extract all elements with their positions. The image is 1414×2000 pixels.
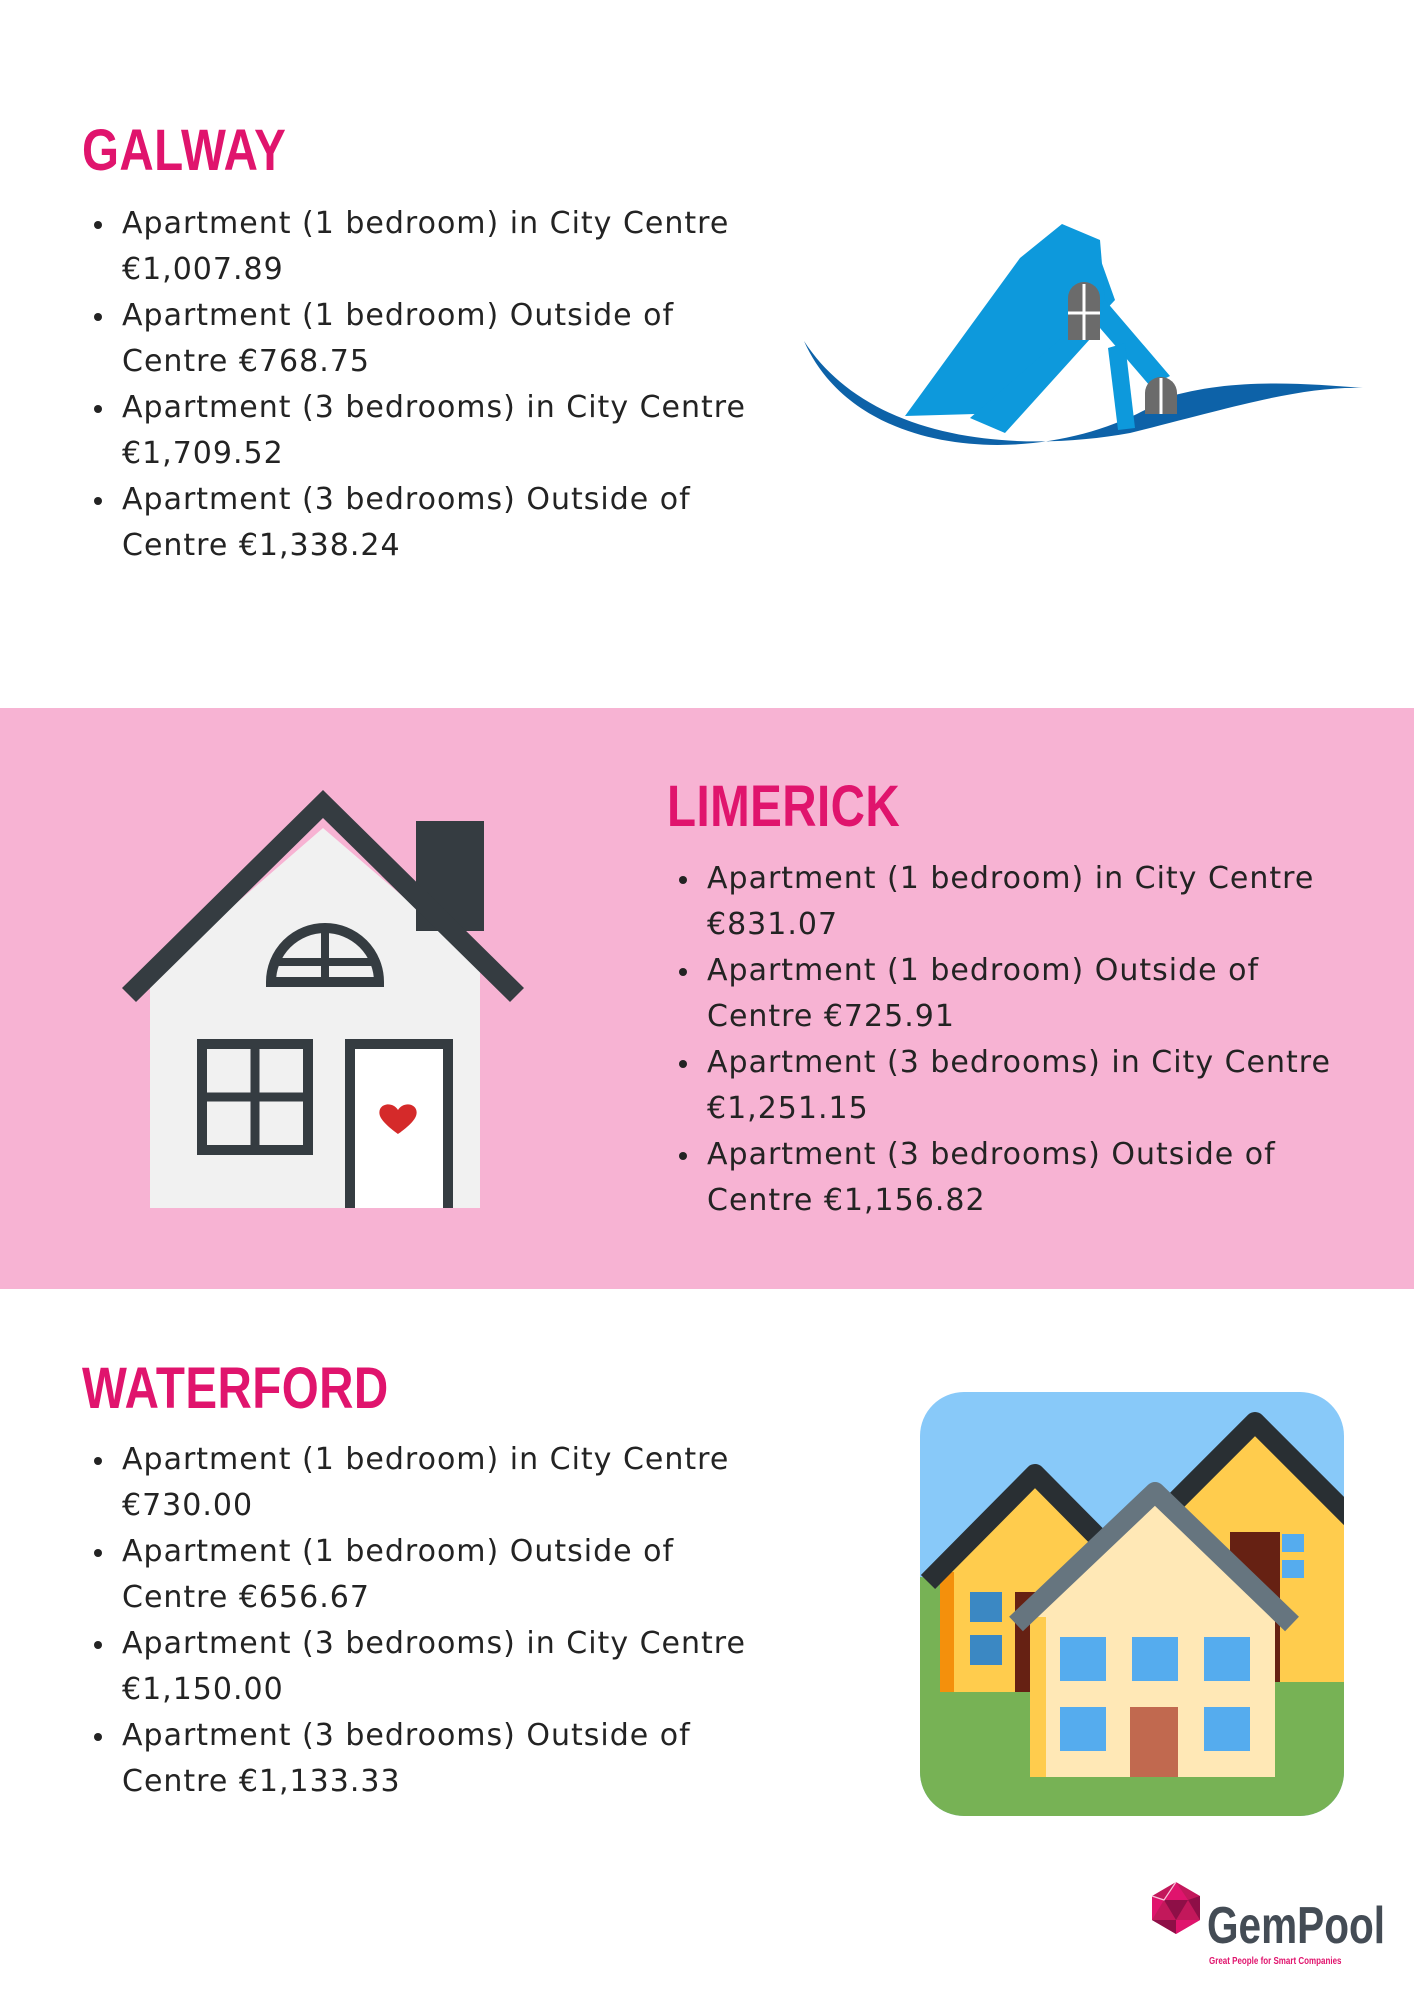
gempool-logo-name: GemPool bbox=[1207, 1897, 1386, 1955]
list-item: Apartment (3 bedrooms) in City Centre €1,709.52 bbox=[82, 385, 782, 477]
list-item: Apartment (1 bedroom) Outside of Centre €656.67 bbox=[82, 1529, 782, 1621]
list-item: Apartment (3 bedrooms) Outside of Centre €1,338.24 bbox=[82, 477, 782, 569]
list-item: Apartment (1 bedroom) in City Centre €831.07 bbox=[667, 856, 1367, 948]
galway-title: GALWAY bbox=[82, 118, 287, 183]
gempool-logo-tagline: Great People for Smart Companies bbox=[1209, 1956, 1342, 1967]
list-item: Apartment (3 bedrooms) in City Centre €1,150.00 bbox=[82, 1621, 782, 1713]
house-wave-icon bbox=[800, 218, 1365, 483]
list-item: Apartment (3 bedrooms) Outside of Centre €1,156.82 bbox=[667, 1132, 1367, 1224]
list-item: Apartment (1 bedroom) Outside of Centre €768.75 bbox=[82, 293, 782, 385]
house-icon bbox=[118, 788, 528, 1210]
waterford-title: WATERFORD bbox=[82, 1356, 389, 1421]
list-item: Apartment (3 bedrooms) Outside of Centre €1,133.33 bbox=[82, 1713, 782, 1805]
houses-icon bbox=[920, 1392, 1344, 1816]
galway-rent-list bbox=[82, 201, 782, 569]
waterford-rent-list bbox=[82, 1437, 782, 1805]
list-item: Apartment (1 bedroom) in City Centre €1,007.89 bbox=[82, 201, 782, 293]
list-item: Apartment (1 bedroom) Outside of Centre €725.91 bbox=[667, 948, 1367, 1040]
list-item: Apartment (3 bedrooms) in City Centre €1,251.15 bbox=[667, 1040, 1367, 1132]
gem-icon bbox=[1148, 1880, 1204, 1936]
limerick-rent-list bbox=[667, 856, 1367, 1224]
list-item: Apartment (1 bedroom) in City Centre €730.00 bbox=[82, 1437, 782, 1529]
limerick-title: LIMERICK bbox=[667, 774, 901, 839]
